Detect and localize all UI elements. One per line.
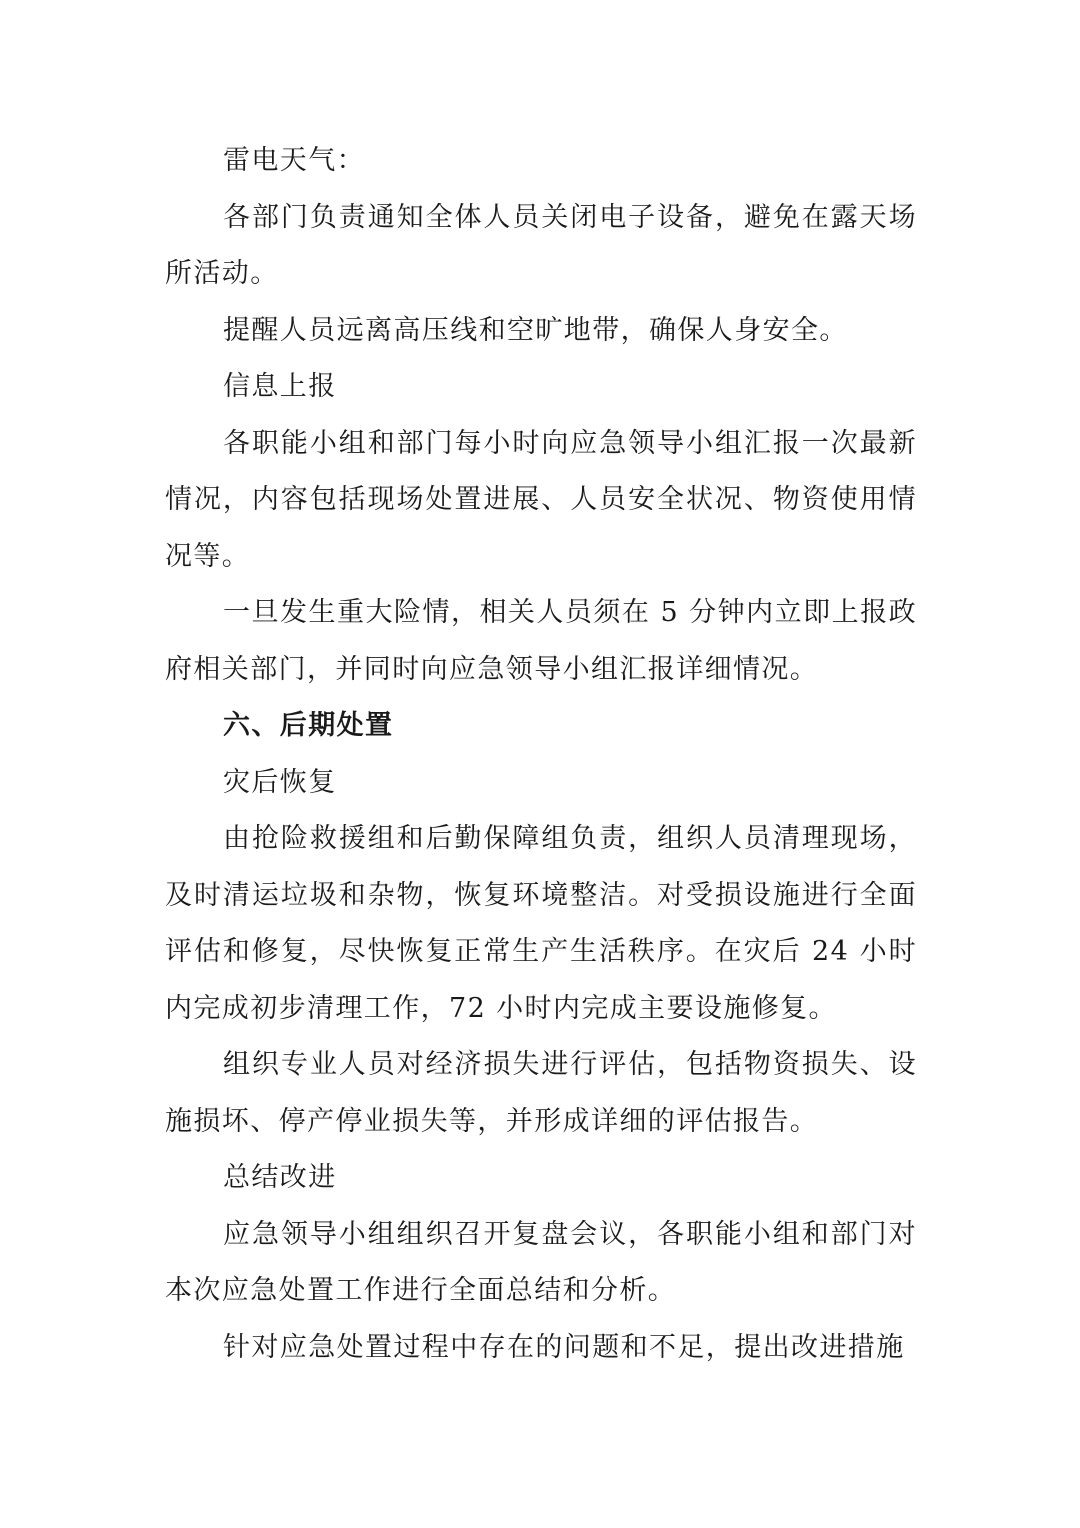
paragraph: 各部门负责通知全体人员关闭电子设备，避免在露天场所活动。 — [165, 201, 917, 289]
subheading-thunderstorm: 雷电天气： — [223, 145, 365, 176]
paragraph: 各职能小组和部门每小时向应急领导小组汇报一次最新情况，内容包括现场处置进展、人员安全状况、物资使用情况等。 — [165, 427, 917, 572]
paragraph: 一旦发生重大险情，相关人员须在 5 分钟内立即上报政府相关部门，并同时向应急领导小组汇报详细情况。 — [165, 597, 917, 685]
subheading-info-report: 信息上报 — [223, 371, 337, 402]
paragraph: 组织专业人员对经济损失进行评估，包括物资损失、设施损坏、停产停业损失等，并形成详细的评估报告。 — [165, 1049, 917, 1137]
paragraph: 提醒人员远离高压线和空旷地带，确保人身安全。 — [223, 314, 848, 346]
document-body — [165, 133, 917, 1376]
subheading-recovery: 灾后恢复 — [223, 766, 337, 798]
subheading-summary: 总结改进 — [223, 1162, 337, 1193]
paragraph: 针对应急处置过程中存在的问题和不足，提出改进措施 — [223, 1331, 905, 1363]
paragraph: 由抢险救援组和后勤保障组负责，组织人员清理现场，及时清运垃圾和杂物，恢复环境整洁。对受损设施进行全面评估和修复，尽快恢复正常生产生活秩序。在灾后 24 小时内完成初步清理工作，72 小时内完成主要设施修复。 — [165, 823, 917, 1024]
section-heading-aftermath: 六、后期处置 — [223, 710, 394, 741]
paragraph: 应急领导小组组织召开复盘会议，各职能小组和部门对本次应急处置工作进行全面总结和分析。 — [165, 1218, 917, 1306]
